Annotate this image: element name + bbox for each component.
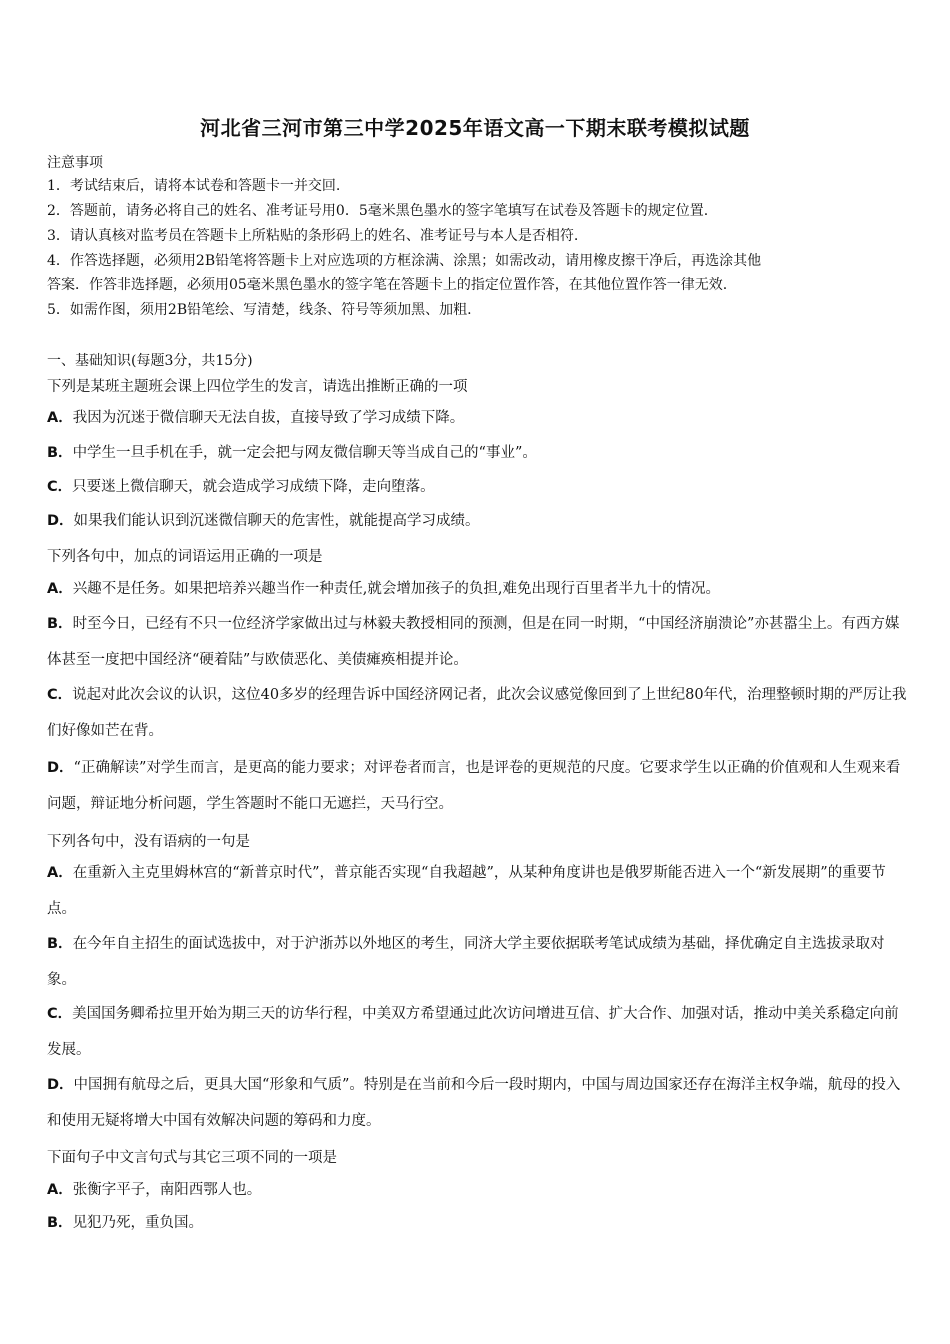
option-text: 中国拥有航母之后，更具大国“形象和气质”。特别是在当前和今后一段时期内，中国与周边国家还存在海洋主权争端，航母的投入和使用无疑将增大中国有效解决问题的筹码和力度。 (47, 1077, 901, 1129)
option-label: D． (47, 760, 74, 776)
notice-item: 5．如需作图，须用2B铅笔绘、写清楚，线条、符号等须加黑、加粗. (47, 302, 472, 318)
option (47, 1067, 907, 1139)
notice-item: 2．答题前，请务必将自己的姓名、准考证号用0．5毫米黑色墨水的签字笔填写在试卷及答题卡的规定位置. (47, 203, 709, 219)
option (47, 1205, 907, 1241)
question-stem: 下列各句中，没有语病的一句是 (47, 834, 250, 850)
option-text: 在今年自主招生的面试选拔中，对于沪浙苏以外地区的考生，同济大学主要依据联考笔试成绩为基础，择优确定自主选拔录取对象。 (47, 936, 885, 988)
option (47, 503, 907, 539)
option-label: C． (47, 479, 73, 495)
option-text: 张衡字平子，南阳西鄂人也。 (72, 1182, 262, 1198)
option (47, 996, 907, 1068)
option-label: A． (47, 581, 73, 597)
option (47, 1172, 907, 1208)
option-label: A． (47, 865, 73, 881)
option (47, 435, 907, 471)
option-text: 兴趣不是任务。如果把培养兴趣当作一种责任,就会增加孩子的负担,难免出现行百里者半九十的情况。 (72, 581, 720, 597)
section-heading: 一、基础知识(每题3分，共15分) (47, 353, 253, 369)
option-text: “正确解读”对学生而言，是更高的能力要求；对评卷者而言，也是评卷的更规范的尺度。它要求学生以正确的价值观和人生观来看问题，辩证地分析问题，学生答题时不能口无遮拦，天马行空。 (47, 760, 901, 812)
option-text: 中学生一旦手机在手，就一定会把与网友微信聊天等当成自己的“事业”。 (72, 445, 537, 461)
option-label: B． (47, 445, 73, 461)
option-label: B． (47, 1215, 73, 1231)
question-stem: 下列各句中，加点的词语运用正确的一项是 (47, 549, 323, 565)
option-text: 我因为沉迷于微信聊天无法自拔，直接导致了学习成绩下降。 (72, 410, 465, 426)
notice-item: 3．请认真核对监考员在答题卡上所粘贴的条形码上的姓名、准考证号与本人是否相符. (47, 228, 579, 244)
option-text: 美国国务卿希拉里开始为期三天的访华行程，中美双方希望通过此次访问增进互信、扩大合作、加强对话，推动中美关系稳定向前发展。 (47, 1006, 899, 1058)
notice-item: 答案．作答非选择题，必须用05毫米黑色墨水的签字笔在答题卡上的指定位置作答，在其他位置作答一律无效. (47, 277, 728, 293)
option-label: C． (47, 687, 73, 703)
option-label: D． (47, 1077, 74, 1093)
option-text: 时至今日，已经有不只一位经济学家做出过与林毅夫教授相同的预测，但是在同一时期，“中国经济崩溃论”亦甚嚣尘上。有西方媒体甚至一度把中国经济“硬着陆”与欧债恶化、美债瘫痪相提并论。 (47, 616, 900, 668)
option-label: A． (47, 410, 73, 426)
option (47, 606, 907, 678)
option-label: B． (47, 936, 73, 952)
option-text: 如果我们能认识到沉迷微信聊天的危害性，就能提高学习成绩。 (73, 513, 480, 529)
option-label: D． (47, 513, 74, 529)
question-stem: 下列是某班主题班会课上四位学生的发言，请选出推断正确的一项 (47, 379, 468, 395)
notice-item: 4．作答选择题，必须用2B铅笔将答题卡上对应选项的方框涂满、涂黑；如需改动，请用橡皮擦干净后，再选涂其他 (47, 253, 762, 269)
notice-heading: 注意事项 (47, 155, 103, 171)
option (47, 571, 907, 607)
page-title: 河北省三河市第三中学2025年语文高一下期末联考模拟试题 (200, 116, 750, 140)
option-label: C． (47, 1006, 73, 1022)
option (47, 400, 907, 436)
question-stem: 下面句子中文言句式与其它三项不同的一项是 (47, 1150, 337, 1166)
option (47, 926, 907, 998)
notice-item: 1．考试结束后，请将本试卷和答题卡一并交回. (47, 178, 341, 194)
option (47, 855, 907, 927)
option-text: 见犯乃死，重负国。 (72, 1215, 204, 1231)
option-text: 在重新入主克里姆林宫的“新普京时代”，普京能否实现“自我超越”，从某种角度讲也是俄罗斯能否进入一个“新发展期”的重要节点。 (47, 865, 886, 917)
option (47, 469, 907, 505)
option-label: A． (47, 1182, 73, 1198)
option-text: 说起对此次会议的认识，这位40多岁的经理告诉中国经济网记者，此次会议感觉像回到了上世纪80年代，治理整顿时期的严厉让我们好像如芒在背。 (47, 687, 907, 739)
option-text: 只要迷上微信聊天，就会造成学习成绩下降，走向堕落。 (72, 479, 435, 495)
option (47, 677, 907, 749)
option (47, 750, 907, 822)
option-label: B． (47, 616, 73, 632)
